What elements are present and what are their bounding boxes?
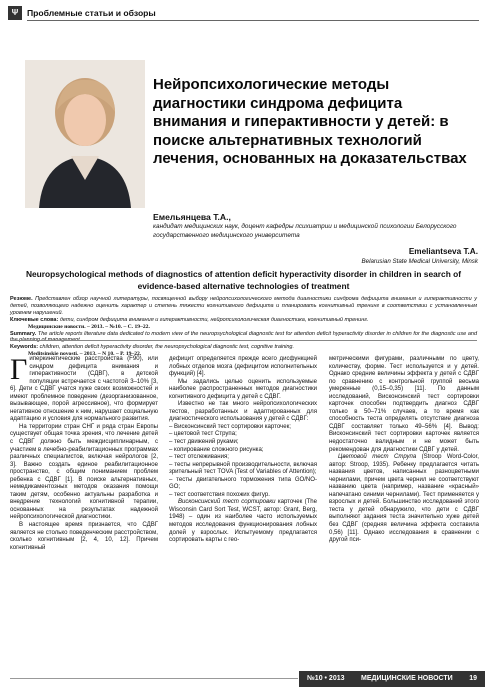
paragraph: метрическими фигурами, различными по цвету, количеству, форме. Тест используется и у детей. Однако средние величины эффекта у детей с СДВГ по сравнению с контрольной группой весьма умеренные (0,15–0,35) [11]. По данным исследований, Висконсинский тест сортировки карточек способен подтвердить диагноз СДВГ только в 50–71% случаев, а то время как способность теста определять отсутствие диагноза СДВГ составляет только 49–56% [4]. Вывод: Висконсинский тест сортировки карточек является недостаточно валидным и не может быть рекомендован для диагностики СДВГ у детей. <box>329 356 479 453</box>
journal-name: МЕДИЦИНСКИЕ НОВОСТИ <box>361 675 453 682</box>
paragraph: На территории стран СНГ и ряда стран Европы существует общая точка зрения, что лечение детей с СДВГ должно быть междисциплинарным, с участием в лечебно-реабилитационных программах различных специалистов, включая нейрологов [2, 3]. Важно создать единое реабилитационное пространство, с общим пониманием проблем ребенка с СДВГ [1]. В поиске альтернативных, немедикаментозных методов оказания помощи таким детям, особенно актуальны разработка и внедрение технологий когнитивной терапии, основанных на результатах надежной нейропсихологической диагностики. <box>10 423 158 521</box>
body-column-3 <box>329 356 479 545</box>
list-item: – цветовой тест Струпа; <box>169 431 237 438</box>
page-footer <box>299 671 485 687</box>
author-affiliation-ru: кандидат медицинских наук, доцент кафедры психиатрии и медицинской психологии Белорусского государственного медицинского университета <box>153 223 457 239</box>
paragraph: В настоящее время признается, что СДВГ является не столько поведенческим расстройством, сколько когнитивным [2, 4, 10, 12]. Причем когнитивный <box>10 522 158 551</box>
section-icon: Ψ <box>8 6 22 20</box>
list-item: – тест отслеживания; <box>169 454 229 461</box>
abstract-divider <box>10 340 477 341</box>
list-item: – Висконсинский тест сортировки карточек; <box>169 423 291 430</box>
header-divider <box>27 20 479 21</box>
paragraph: Известно не так много нейропсихологических тестов, разработанных и адаптированных для диагностического использования у детей с СДВГ: <box>169 401 317 423</box>
article-title-ru: Нейропсихологические методы диагностики синдрома дефицита внимания и гиперактивности у детей: в поиске альтернативных технологий лечения, основанных на доказательствах <box>153 76 467 167</box>
list-item: – тест движений руками; <box>169 439 239 446</box>
paragraph: Мы задались целью оценить используемые наиболее распространенных методов диагностики когнитивного дефицита у детей с СДВГ. <box>169 378 317 400</box>
section-title: Проблемные статьи и обзоры <box>27 8 156 18</box>
summary-text: The article reports literature data dedicated to modern view of the neuropsychological diagnostic test for attention deficit hyperactivity disorder in children for the diagnostic use and <box>37 330 477 337</box>
paragraph-text: (Stroop Word-Color, автор: Stroop, 1935). Ребенку предлагается читать названия цветов, написанных разноцветными чернилами, причем цвета чернил не соответствуют названию цвета (например, название «красный» напечатано синими чернилами). Тест применяется у взрослых и детей. Большинство исследований этого теста у детей обнаружило, что дети с СДВГ выполняют задания теста значительно хуже детей без СДВГ (средняя величина эффекта составила 0,56) [11]. Однако исследования в сравнении с другой пси- <box>329 454 479 544</box>
test-name: Цветовой тест Струпа <box>338 454 417 461</box>
resume-label: Резюме. <box>10 296 33 302</box>
author-name-en: Emeliantseva T.A. <box>408 247 478 256</box>
keywords-en-paragraph <box>10 344 477 351</box>
paragraph-text: карточек (The Wisconsin Card Sort Test, WCST, автор: Grant, Berg, 1948) – один из наиболее часто используемых методов исследования функционирования лобных долей у взрослых. Испытуемому предлагается сортировать карты с гео- <box>169 499 317 544</box>
keywords-en-label: Keywords: <box>10 344 39 351</box>
paragraph <box>169 499 317 544</box>
list-item: – тест соответствия похожих фигур. <box>169 491 270 498</box>
citation-en: Meditsinskie novosti. – 2013. – N 10. – P. 19–22. <box>28 351 142 358</box>
keywords-ru-label: Ключевые слова: <box>10 316 59 323</box>
footer-divider <box>10 678 298 679</box>
article-title-en: Neuropsychological methods of diagnostics of attention deficit hyperactivity disorder in children in search of evidence-based alternative technologies of treatment <box>25 269 462 291</box>
abstract-block <box>10 296 477 358</box>
issue-number: №10 • 2013 <box>307 675 345 682</box>
citation-ru: Медицинские новости. – 2013. – №10. – С. 19–22. <box>28 323 150 330</box>
test-name: Висконсинский тест сортировки <box>178 499 276 506</box>
keywords-ru-paragraph <box>10 317 477 324</box>
paragraph-text: иперкинетические расстройства (F90), или синдром дефицита внимания и гиперактивности (СДВГ), в детской популяции встречается с частотой 3–10% [3, 6]. Дети с СДВГ учатся хуже своих возможностей и имеют проблемное поведение (дезорганизованное, вызывающее, порой агрессивное), что формирует негативное отношение к ним, нарушает социальную адаптацию и условия для нормального развития. <box>10 356 158 423</box>
summary-paragraph <box>10 331 477 345</box>
body-column-2 <box>169 356 317 545</box>
summary-label: Summary. <box>10 330 37 337</box>
page-number: 19 <box>469 675 477 682</box>
paragraph <box>329 454 479 545</box>
keywords-ru-text: дети, синдром дефицита внимания и гиперактивности, нейропсихологическая диагностика, когнитивный тренинг. <box>59 316 369 323</box>
author-photo <box>25 60 145 208</box>
list-item: – копирование сложного рисунка; <box>169 446 264 453</box>
list-item: – тесты двигательного торможения типа GO/NO-GO; <box>169 476 317 491</box>
resume-paragraph <box>10 296 477 317</box>
drop-cap: Г <box>10 353 28 386</box>
resume-text: Представлен обзор научной литературы, посвященной выбору нейропсихологического метода диагностики синдрома дефицита внимания и гиперактивности у детей, позволяющего надежно оценить характер и степень тяжести когнитивного дефицита и планировать когнитивный тренинг в соответствии с установленным уровнем нарушений. <box>10 296 477 316</box>
list-item: – тесты непрерывной производительности, включая зрительный тест TOVA (Test of Variables of Attention); <box>169 461 317 476</box>
author-name-ru: Емельянцева Т.А., <box>153 212 231 222</box>
author-affiliation-en: Belarusian State Medical University, Minsk <box>361 258 478 265</box>
paragraph: дефицит определяется прежде всего дисфункцией лобных отделов мозга (дефицитом исполнительных функций) [4]. <box>169 356 317 378</box>
keywords-en-text: children, attention deficit hyperactivity disorder, the neuropsychological diagnostic test, cognitive training. <box>39 344 295 351</box>
